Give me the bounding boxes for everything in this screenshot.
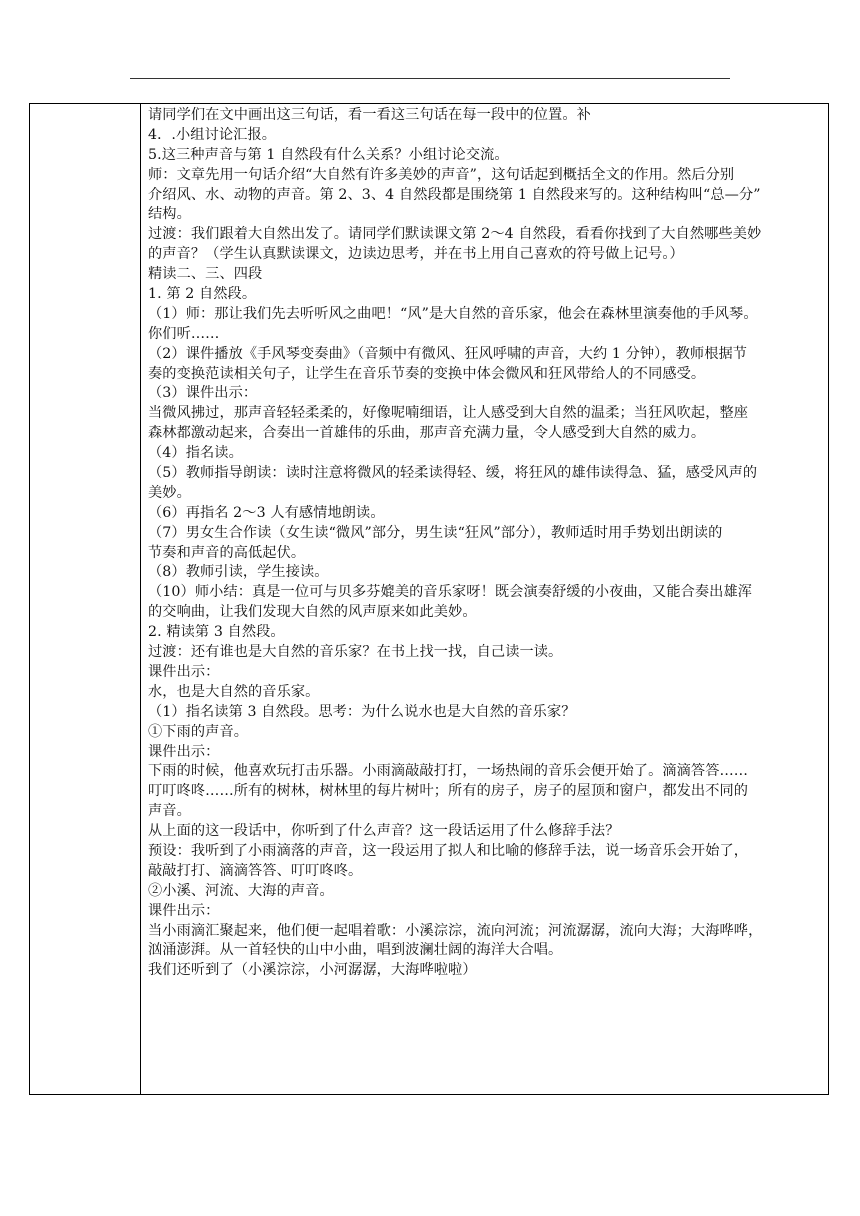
- text-line: 我们还听到了（小溪淙淙，小河潺潺，大海哗啦啦）: [148, 962, 477, 979]
- text-line: （4）指名读。: [148, 445, 243, 462]
- text-line: 节奏和声音的高低起伏。: [148, 544, 306, 561]
- text-line: 水，也是大自然的音乐家。: [148, 683, 320, 700]
- text-line: （2）课件播放《手风琴变奏曲》（音频中有微风、狂风呼啸的声音，大约 1 分钟），教师根据节: [148, 345, 748, 362]
- text-line: 的交响曲，让我们发现大自然的风声原来如此美妙。: [148, 604, 477, 621]
- text-line: 叮叮咚咚……所有的树林，树林里的每片树叶；所有的房子，房子的屋顶和窗户，都发出不同的: [148, 783, 749, 800]
- text-line: 汹涌澎湃。从一首轻快的山中小曲，唱到波澜壮阔的海洋大合唱。: [148, 942, 563, 959]
- text-line: （10）师小结：真是一位可与贝多芬媲美的音乐家呀！既会演奏舒缓的小夜曲，又能合奏出雄浑: [148, 584, 753, 601]
- lesson-table: [29, 103, 829, 1095]
- text-line: 当小雨滴汇聚起来，他们便一起唱着歌：小溪淙淙，流向河流；河流潺潺，流向大海；大海哗哗，: [148, 922, 763, 939]
- text-line: （7）男女生合作读（女生读“微风”部分，男生读“狂风”部分），教师适时用手势划出朗读的: [148, 524, 723, 541]
- text-line: 声音。: [148, 803, 191, 820]
- text-line: 5.这三种声音与第 1 自然段有什么关系？小组讨论交流。: [148, 146, 509, 163]
- text-line: 1. 第 2 自然段。: [148, 286, 257, 303]
- text-line: ①下雨的声音。: [148, 723, 249, 740]
- text-line: 师：文章先用一句话介绍“大自然有许多美妙的声音”，这句话起到概括全文的作用。然后分别: [148, 166, 735, 183]
- text-line: 从上面的这一段话中，你听到了什么声音？这一段话运用了什么修辞手法？: [148, 823, 620, 840]
- text-line: 请同学们在文中画出这三句话，看一看这三句话在每一段中的位置。补: [148, 107, 591, 123]
- header-rule: [130, 78, 730, 79]
- text-line: 过渡：我们跟着大自然出发了。请同学们默读课文第 2～4 自然段，看看你找到了大自然哪些美妙: [148, 226, 762, 243]
- text-line: ②小溪、河流、大海的声音。: [148, 882, 334, 899]
- text-line: 预设：我听到了小雨滴落的声音，这一段运用了拟人和比喻的修辞手法，说一场音乐会开始了，: [148, 842, 749, 859]
- lesson-content-cell: [148, 106, 824, 981]
- text-line: 美妙。: [148, 484, 191, 501]
- text-line: 精读二、三、四段: [148, 266, 263, 283]
- text-line: （3）课件出示：: [148, 385, 258, 402]
- text-line: 你们听……: [148, 325, 220, 342]
- text-line: （8）教师引读，学生接读。: [148, 564, 329, 581]
- text-line: 奏的变换范读相关句子，让学生在音乐节奏的变换中体会微风和狂风带给人的不同感受。: [148, 365, 706, 382]
- text-line: 过渡：还有谁也是大自然的音乐家？在书上找一找，自己读一读。: [148, 644, 563, 661]
- left-column-cell: [30, 104, 141, 1094]
- text-line: （6）再指名 2～3 人有感情地朗读。: [148, 504, 385, 521]
- text-line: （5）教师指导朗读：读时注意将微风的轻柔读得轻、缓，将狂风的雄伟读得急、猛，感受风声的: [148, 465, 758, 482]
- text-line: 课件出示：: [148, 663, 220, 680]
- text-line: 下雨的时候，他喜欢玩打击乐器。小雨滴敲敲打打，一场热闹的音乐会便开始了。滴滴答答……: [148, 763, 749, 780]
- text-line: 课件出示：: [148, 902, 220, 919]
- text-line: 当微风拂过，那声音轻轻柔柔的，好像呢喃细语，让人感受到大自然的温柔；当狂风吹起，整座: [148, 405, 749, 422]
- text-line: 4．.小组讨论汇报。: [148, 126, 277, 143]
- text-line: 结构。: [148, 206, 191, 223]
- text-line: （1）师：那让我们先去听听风之曲吧！“风”是大自然的音乐家，他会在森林里演奏他的手风琴。: [148, 305, 758, 322]
- text-line: 介绍风、水、动物的声音。第 2、3、4 自然段都是围绕第 1 自然段来写的。这种结构叫“总—分”: [148, 186, 761, 203]
- text-line: 敲敲打打、滴滴答答、叮叮咚咚。: [148, 862, 363, 879]
- text-line: 森林都激动起来，合奏出一首雄伟的乐曲，那声音充满力量，令人感受到大自然的威力。: [148, 425, 706, 442]
- text-line: （1）指名读第 3 自然段。思考：为什么说水也是大自然的音乐家？: [148, 703, 576, 720]
- text-line: 课件出示：: [148, 743, 220, 760]
- text-line: 的声音？（学生认真默读课文，边读边思考，并在书上用自己喜欢的符号做上记号。）: [148, 246, 684, 263]
- text-line: 2. 精读第 3 自然段。: [148, 624, 285, 641]
